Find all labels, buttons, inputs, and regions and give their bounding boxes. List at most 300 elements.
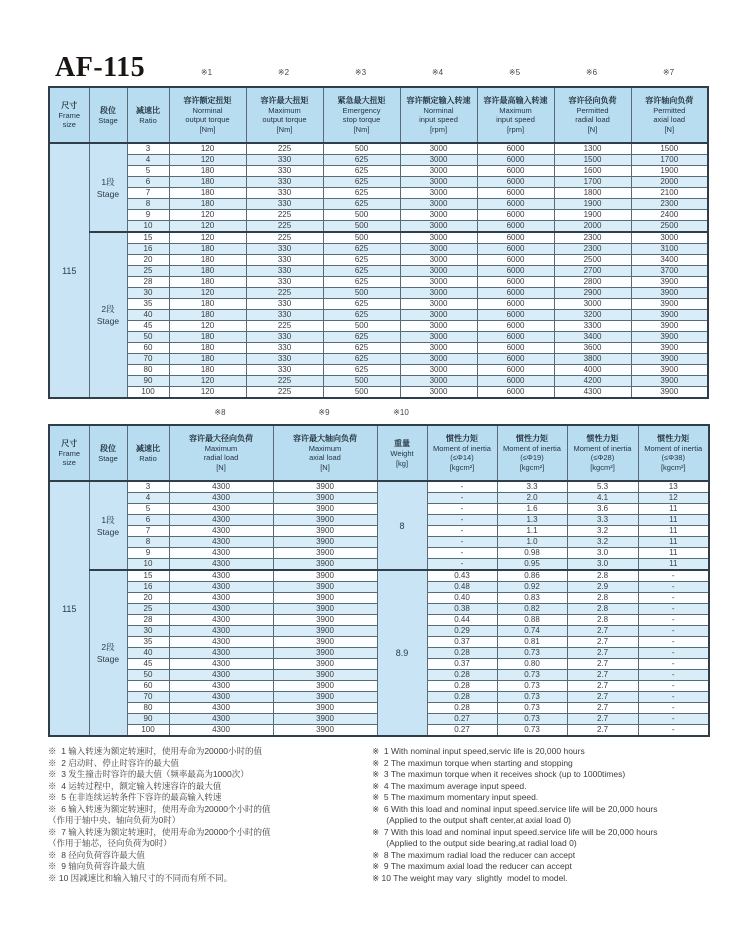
table-cell: 60: [127, 681, 169, 692]
table-cell: 0.40: [427, 593, 497, 604]
table-cell: 50: [127, 332, 169, 343]
table-cell: 625: [323, 310, 400, 321]
table-cell: 6000: [477, 365, 554, 376]
table-cell: 5.3: [567, 481, 638, 493]
table-cell: 3900: [631, 332, 708, 343]
table-cell: 3900: [273, 559, 377, 571]
frame-size-cell: 115: [49, 143, 89, 398]
performance-table-1: [48, 86, 709, 399]
table-cell: 625: [323, 354, 400, 365]
table-cell: 3900: [273, 648, 377, 659]
table-cell: 4300: [169, 526, 273, 537]
table-cell: 500: [323, 221, 400, 233]
table-cell: 0.29: [427, 626, 497, 637]
table-cell: 4300: [169, 504, 273, 515]
table-cell: 11: [638, 548, 709, 559]
table-cell: 3: [127, 143, 169, 155]
table-cell: 3000: [400, 299, 477, 310]
table-cell: 6000: [477, 244, 554, 255]
table-cell: 6000: [477, 266, 554, 277]
table-cell: 60: [127, 343, 169, 354]
table-cell: -: [427, 526, 497, 537]
table-cell: 0.80: [497, 659, 567, 670]
table-cell: 0.83: [497, 593, 567, 604]
spec-table-torque-speed-load: [48, 86, 709, 399]
footnote-line: ※ 1 输入转速为额定转速时，使用寿命为20000小时的值: [48, 746, 262, 756]
table-cell: 625: [323, 266, 400, 277]
footnote-line: ※ 4 运转过程中，额定输入转速容许的最大值: [48, 780, 222, 791]
table-cell: 2.7: [567, 626, 638, 637]
table-cell: 4300: [169, 692, 273, 703]
table-cell: 0.27: [427, 725, 497, 737]
table-cell: 2900: [554, 288, 631, 299]
footnote-line: ※ 9 The maximum axial load the reducer can accept: [372, 861, 572, 871]
table-cell: 0.88: [497, 615, 567, 626]
table-cell: 625: [323, 188, 400, 199]
table-cell: 4300: [169, 604, 273, 615]
table-cell: 120: [169, 155, 246, 166]
table-cell: 330: [246, 277, 323, 288]
column-header: 惯性力矩 Moment of inertia (≤Φ28) [kgcm²]: [567, 425, 638, 481]
ref-mark: ※9: [318, 408, 330, 417]
table-cell: 2000: [554, 221, 631, 233]
table-cell: 330: [246, 343, 323, 354]
ref-mark: ※5: [508, 68, 521, 77]
table-cell: 330: [246, 332, 323, 343]
table-cell: 35: [127, 637, 169, 648]
table-cell: 3900: [273, 615, 377, 626]
performance-table-2: [48, 424, 710, 737]
table-cell: 500: [323, 210, 400, 221]
footnote-line: ※ 8 The maximum radial load the reducer can accept: [372, 849, 576, 860]
table-cell: 3900: [631, 288, 708, 299]
table-cell: 0.28: [427, 670, 497, 681]
table1-ref-marks: [48, 68, 707, 77]
table-cell: -: [638, 637, 709, 648]
table-cell: 120: [169, 387, 246, 399]
table-cell: 15: [127, 232, 169, 244]
footnote-line: ※ 3 发生撞击时容许的最大值（频率最高为1000次）: [48, 769, 249, 779]
stage-cell: 2段 Stage: [89, 232, 127, 398]
footnote-line: ※ 7 输入转速为额定转速时，使用寿命为20000个小时的值: [48, 826, 271, 837]
table-cell: 4300: [169, 593, 273, 604]
table-cell: 225: [246, 387, 323, 399]
table-cell: -: [638, 681, 709, 692]
table-cell: 6000: [477, 143, 554, 155]
table-cell: 70: [127, 692, 169, 703]
table-cell: 3900: [273, 570, 377, 582]
footnote-line: ※ 5 在非连续运转条件下容许的最高输入转速: [48, 792, 222, 802]
table-cell: 0.95: [497, 559, 567, 571]
table-cell: 3400: [554, 332, 631, 343]
table-cell: 3900: [273, 493, 377, 504]
table-cell: 0.82: [497, 604, 567, 615]
table-cell: 180: [169, 188, 246, 199]
table-cell: -: [638, 692, 709, 703]
table-cell: 3000: [400, 188, 477, 199]
table-cell: 330: [246, 155, 323, 166]
table-cell: 180: [169, 199, 246, 210]
table-cell: 4000: [554, 365, 631, 376]
table-cell: 2.7: [567, 725, 638, 737]
table-cell: 0.37: [427, 659, 497, 670]
footnote-line: ※ 3 The maximun torque when it receives shock (up to 1000times): [372, 769, 626, 779]
table-cell: 330: [246, 354, 323, 365]
table-cell: 6000: [477, 255, 554, 266]
table-cell: 225: [246, 143, 323, 155]
ref-mark: ※10: [393, 408, 409, 417]
table-cell: 5: [127, 504, 169, 515]
table-cell: 625: [323, 155, 400, 166]
column-header: 容许最大径向负荷 Maximum radial load [N]: [169, 425, 273, 481]
table-cell: 0.43: [427, 570, 497, 582]
table-cell: 330: [246, 365, 323, 376]
table-cell: 28: [127, 277, 169, 288]
table-cell: 330: [246, 266, 323, 277]
table-cell: 4300: [169, 537, 273, 548]
table-cell: 625: [323, 244, 400, 255]
footnote-line: ※ 6 With this load and nominal input speed.service life will be 20,000 hours: [372, 803, 658, 814]
table-cell: 3.3: [567, 515, 638, 526]
table-cell: 2300: [554, 232, 631, 244]
table-cell: 1900: [554, 199, 631, 210]
table-cell: 6000: [477, 288, 554, 299]
column-header: 惯性力矩 Moment of inertia (≤Φ38) [kgcm²]: [638, 425, 709, 481]
table-cell: 4300: [169, 648, 273, 659]
table-cell: 500: [323, 232, 400, 244]
table-cell: 6000: [477, 210, 554, 221]
table-cell: 16: [127, 244, 169, 255]
table-cell: 3900: [273, 659, 377, 670]
table-cell: 625: [323, 365, 400, 376]
table-cell: 3800: [554, 354, 631, 365]
table-cell: -: [638, 714, 709, 725]
table-cell: -: [638, 593, 709, 604]
table-cell: 4300: [169, 659, 273, 670]
column-header: 惯性力矩 Moment of inertia (≤Φ14) [kgcm²]: [427, 425, 497, 481]
table-cell: 3900: [273, 703, 377, 714]
table-cell: 180: [169, 332, 246, 343]
table-cell: 2.0: [497, 493, 567, 504]
table-cell: 120: [169, 376, 246, 387]
column-header: 重量 Weight [kg]: [377, 425, 427, 481]
table-cell: 1700: [554, 177, 631, 188]
column-header: 紧急最大扭矩 Emergency stop torque [Nm]: [323, 87, 400, 143]
table-cell: 2.9: [567, 582, 638, 593]
table-cell: 0.73: [497, 681, 567, 692]
table-cell: 2.7: [567, 670, 638, 681]
table-cell: 2.7: [567, 659, 638, 670]
table-cell: 6000: [477, 376, 554, 387]
table-cell: 225: [246, 288, 323, 299]
table-cell: 4300: [169, 493, 273, 504]
table-cell: 25: [127, 266, 169, 277]
table-cell: 3000: [400, 266, 477, 277]
stage-cell: 1段 Stage: [89, 481, 127, 570]
footnote-line: （作用于轴芯，径向负荷为0时）: [48, 838, 172, 848]
table-cell: 225: [246, 376, 323, 387]
table-cell: 20: [127, 255, 169, 266]
footnote-line: ※ 1 With nominal input speed,servic life is 20,000 hours: [372, 746, 585, 756]
table-cell: 3900: [273, 582, 377, 593]
table-cell: 3900: [273, 670, 377, 681]
table-cell: -: [638, 570, 709, 582]
table-cell: 625: [323, 199, 400, 210]
table-cell: 3900: [631, 365, 708, 376]
table-cell: 3100: [631, 244, 708, 255]
column-header: 减速比 Ratio: [127, 425, 169, 481]
table-cell: 2.8: [567, 615, 638, 626]
table-cell: 3.2: [567, 537, 638, 548]
table-cell: 1800: [554, 188, 631, 199]
table-cell: -: [427, 537, 497, 548]
table-cell: 6000: [477, 188, 554, 199]
table-cell: 180: [169, 266, 246, 277]
footnote-line: （作用于轴中央、轴向负荷为0时）: [48, 815, 181, 825]
table-cell: 90: [127, 376, 169, 387]
table-cell: 4.1: [567, 493, 638, 504]
table-cell: 0.73: [497, 714, 567, 725]
footnotes-english: [372, 746, 716, 884]
table-cell: 3900: [273, 626, 377, 637]
table-cell: 6000: [477, 310, 554, 321]
table-cell: -: [638, 725, 709, 737]
table-cell: 500: [323, 143, 400, 155]
table-cell: 6: [127, 515, 169, 526]
table-cell: 3000: [400, 221, 477, 233]
table-cell: 0.81: [497, 637, 567, 648]
table-cell: 3900: [273, 637, 377, 648]
table-cell: 180: [169, 277, 246, 288]
ref-mark: ※3: [354, 68, 367, 77]
table-cell: 3000: [631, 232, 708, 244]
table-cell: 0.27: [427, 714, 497, 725]
table-cell: 4300: [169, 714, 273, 725]
table-cell: 3000: [400, 177, 477, 188]
table-cell: 9: [127, 548, 169, 559]
table-cell: 0.73: [497, 692, 567, 703]
table-cell: 500: [323, 288, 400, 299]
table-cell: 30: [127, 626, 169, 637]
table-cell: -: [638, 615, 709, 626]
weight-cell: 8: [377, 481, 427, 570]
column-header: 容许额定扭矩 Norminal output torque [Nm]: [169, 87, 246, 143]
table-cell: 625: [323, 277, 400, 288]
table-cell: 180: [169, 354, 246, 365]
table-cell: 11: [638, 515, 709, 526]
table-cell: 2.8: [567, 593, 638, 604]
table-cell: 45: [127, 321, 169, 332]
table-cell: 0.28: [427, 703, 497, 714]
table-cell: 4300: [169, 582, 273, 593]
table-cell: 2.7: [567, 714, 638, 725]
table-cell: 0.73: [497, 725, 567, 737]
table-cell: 2.8: [567, 604, 638, 615]
table-cell: 3.2: [567, 526, 638, 537]
table-cell: 1300: [554, 143, 631, 155]
table-cell: 1600: [554, 166, 631, 177]
table-cell: 330: [246, 199, 323, 210]
table-cell: 330: [246, 244, 323, 255]
table-cell: 0.98: [497, 548, 567, 559]
table-cell: 3900: [631, 343, 708, 354]
table-cell: 625: [323, 166, 400, 177]
table-cell: 625: [323, 299, 400, 310]
table-cell: 180: [169, 299, 246, 310]
table-cell: 0.28: [427, 681, 497, 692]
table-cell: 10: [127, 559, 169, 571]
table-cell: 40: [127, 310, 169, 321]
table-cell: 3900: [273, 504, 377, 515]
table-cell: 7: [127, 188, 169, 199]
table-cell: 180: [169, 244, 246, 255]
table-cell: 5: [127, 166, 169, 177]
table-cell: 3000: [400, 387, 477, 399]
table-cell: 120: [169, 321, 246, 332]
table-cell: 4: [127, 493, 169, 504]
table-cell: -: [638, 626, 709, 637]
table-cell: 6000: [477, 232, 554, 244]
table-cell: -: [427, 548, 497, 559]
table-cell: 3900: [273, 681, 377, 692]
table-cell: 2100: [631, 188, 708, 199]
table-cell: 2.7: [567, 681, 638, 692]
table-cell: 2800: [554, 277, 631, 288]
table-cell: 6000: [477, 354, 554, 365]
table-cell: 3.0: [567, 548, 638, 559]
table-cell: 28: [127, 615, 169, 626]
stage-cell: 1段 Stage: [89, 143, 127, 232]
frame-size-cell: 115: [49, 481, 89, 736]
table-cell: 3000: [400, 166, 477, 177]
table-cell: -: [427, 493, 497, 504]
table-cell: 6000: [477, 221, 554, 233]
footnote-line: ※ 10 The weight may vary slightly model to model.: [372, 872, 568, 883]
table-cell: 180: [169, 365, 246, 376]
table-cell: 330: [246, 188, 323, 199]
footnote-line: (Applied to the output side bearing,at radial load 0): [372, 838, 577, 848]
table-cell: 625: [323, 343, 400, 354]
table-cell: 80: [127, 703, 169, 714]
table-cell: 0.44: [427, 615, 497, 626]
table-cell: 3.3: [497, 481, 567, 493]
table-cell: 4300: [169, 703, 273, 714]
table-cell: 2000: [631, 177, 708, 188]
table-cell: 500: [323, 321, 400, 332]
footnote-line: ※ 9 轴向负荷容许最大值: [48, 861, 145, 871]
table-cell: -: [427, 559, 497, 571]
table-cell: 330: [246, 310, 323, 321]
table-cell: 6: [127, 177, 169, 188]
table-cell: 3000: [400, 332, 477, 343]
table-cell: 4300: [169, 548, 273, 559]
table-cell: 25: [127, 604, 169, 615]
table-cell: 3900: [273, 692, 377, 703]
spec-table-load-weight-inertia: [48, 424, 710, 737]
table-cell: 20: [127, 593, 169, 604]
table-cell: 180: [169, 166, 246, 177]
table-cell: 3900: [631, 310, 708, 321]
table-cell: 50: [127, 670, 169, 681]
table-cell: 6000: [477, 199, 554, 210]
table-cell: 225: [246, 232, 323, 244]
table-cell: 30: [127, 288, 169, 299]
table-cell: 3900: [631, 354, 708, 365]
table-cell: 0.92: [497, 582, 567, 593]
table-cell: 6000: [477, 343, 554, 354]
table-cell: -: [638, 648, 709, 659]
table-cell: 3900: [273, 548, 377, 559]
table-cell: 3900: [631, 299, 708, 310]
column-header: 段位 Stage: [89, 87, 127, 143]
column-header: 减速比 Ratio: [127, 87, 169, 143]
table-cell: 3900: [273, 714, 377, 725]
table-cell: 2400: [631, 210, 708, 221]
table-cell: 180: [169, 255, 246, 266]
table-cell: 3000: [400, 376, 477, 387]
table-cell: 3300: [554, 321, 631, 332]
ref-mark: ※7: [662, 68, 675, 77]
table-cell: 13: [638, 481, 709, 493]
table-cell: 4300: [169, 559, 273, 571]
table-cell: 3900: [273, 526, 377, 537]
ref-mark: ※1: [200, 68, 213, 77]
table-cell: 1.1: [497, 526, 567, 537]
table-cell: 2.7: [567, 692, 638, 703]
table-cell: 3000: [400, 244, 477, 255]
table-cell: 625: [323, 255, 400, 266]
table-cell: 120: [169, 143, 246, 155]
table-cell: 2700: [554, 266, 631, 277]
table-cell: 0.28: [427, 648, 497, 659]
table-cell: 9: [127, 210, 169, 221]
table-cell: 2.8: [567, 570, 638, 582]
table-cell: 3900: [631, 376, 708, 387]
table-cell: 3000: [400, 277, 477, 288]
table-cell: 90: [127, 714, 169, 725]
table-cell: 3900: [273, 593, 377, 604]
table-cell: 45: [127, 659, 169, 670]
table-cell: 0.74: [497, 626, 567, 637]
table-cell: 8: [127, 537, 169, 548]
table-cell: 3000: [400, 199, 477, 210]
table-cell: -: [638, 659, 709, 670]
table-cell: 3.0: [567, 559, 638, 571]
table-cell: 225: [246, 321, 323, 332]
table-cell: 3000: [400, 343, 477, 354]
table-cell: 6000: [477, 166, 554, 177]
column-header: 容许最高输入转速 Maximum input speed [rpm]: [477, 87, 554, 143]
table-cell: 330: [246, 255, 323, 266]
table-cell: 40: [127, 648, 169, 659]
footnote-line: ※ 2 启动时、停止时容许的最大值: [48, 757, 179, 768]
table-cell: 6000: [477, 155, 554, 166]
table-cell: 0.73: [497, 648, 567, 659]
table-cell: 500: [323, 387, 400, 399]
column-header: 尺寸 Frame size: [49, 425, 89, 481]
table-cell: 1900: [554, 210, 631, 221]
table-cell: 0.38: [427, 604, 497, 615]
ref-mark: ※2: [277, 68, 290, 77]
table-cell: 3000: [400, 365, 477, 376]
table-cell: 8: [127, 199, 169, 210]
footnote-line: ※ 5 The maximum momentary input speed.: [372, 792, 539, 802]
table-cell: 1700: [631, 155, 708, 166]
table-cell: 330: [246, 177, 323, 188]
table-cell: 2300: [554, 244, 631, 255]
footnote-line: (Applied to the output shaft center,at axial load 0): [372, 815, 572, 825]
table-cell: 4300: [169, 670, 273, 681]
